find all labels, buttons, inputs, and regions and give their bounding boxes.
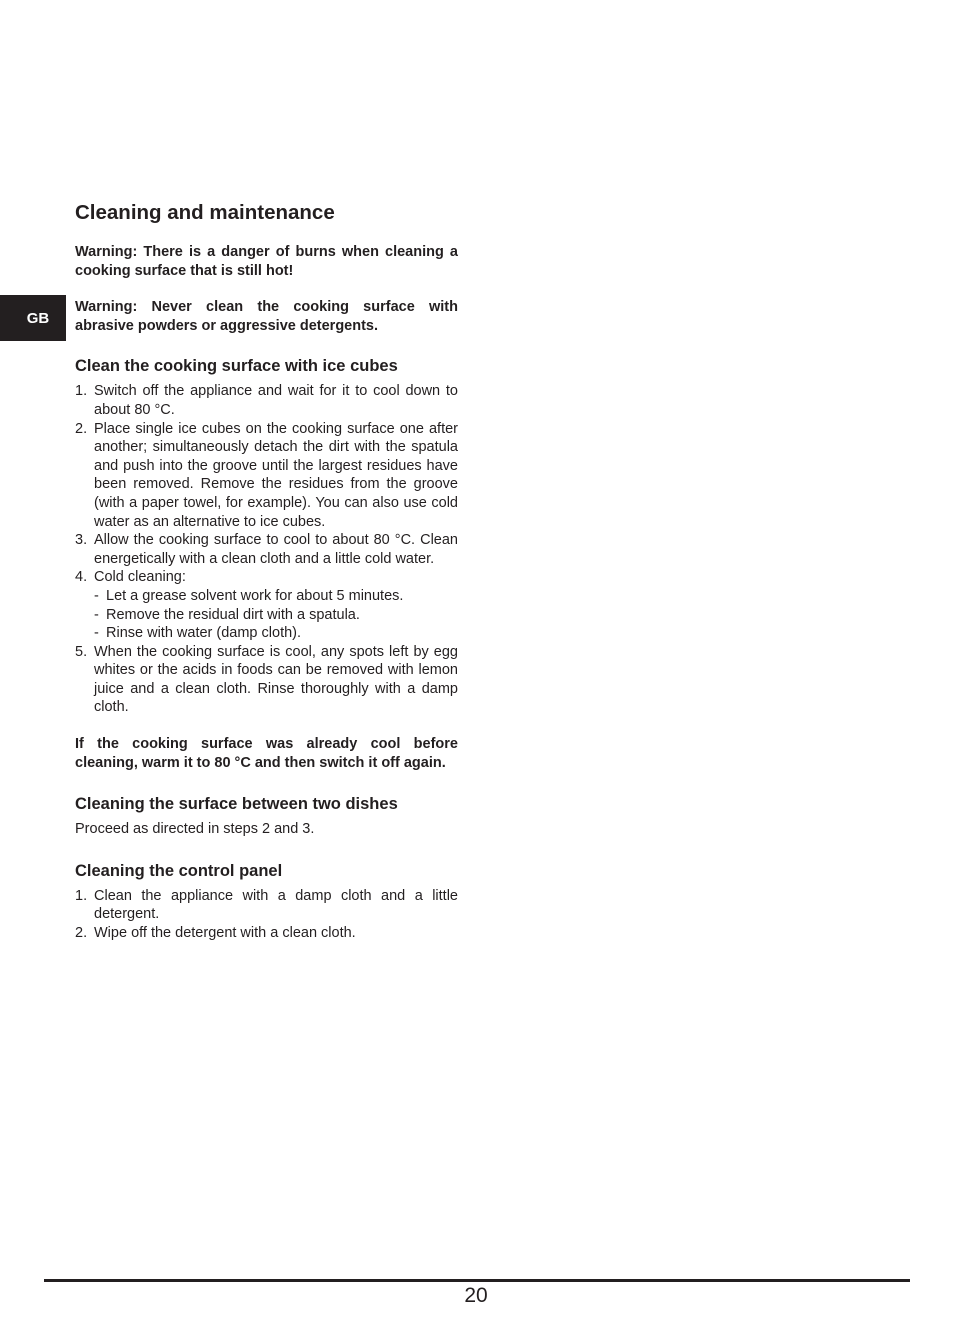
page-number: 20 <box>464 1284 488 1307</box>
step-number: 1. <box>75 887 88 904</box>
step-text: Allow the cooking surface to cool to about 80 °C. Clean energetically with a clean cloth and a little cold water. <box>94 532 458 567</box>
step-number: 4. <box>75 569 88 586</box>
between-dishes-text: Proceed as directed in steps 2 and 3. <box>75 821 315 838</box>
warning-burns: Warning: There is a danger of burns when cleaning a cooking surface that is still hot! <box>75 244 458 279</box>
list-item <box>75 887 458 924</box>
list-item <box>75 643 458 717</box>
step-number: 3. <box>75 532 88 549</box>
step-text: Wipe off the detergent with a clean cloth. <box>94 925 356 942</box>
step-text: Switch off the appliance and wait for it to cool down to about 80 °C. <box>94 383 458 418</box>
control-panel-steps <box>75 887 458 943</box>
section-heading-control-panel: Cleaning the control panel <box>75 861 283 880</box>
step-number: 2. <box>75 420 88 437</box>
list-item <box>75 568 458 642</box>
step-text: Cold cleaning: <box>94 569 186 586</box>
step-number: 2. <box>75 925 88 942</box>
step-number: 5. <box>75 643 88 660</box>
footer-rule <box>44 1279 910 1282</box>
section-heading-between-dishes: Cleaning the surface between two dishes <box>75 795 398 814</box>
step-number: 1. <box>75 383 88 400</box>
list-item <box>75 531 458 568</box>
list-item: - Remove the residual dirt with a spatula. <box>94 606 360 623</box>
substep-text: Let a grease solvent work for about 5 minutes. <box>106 587 404 604</box>
substep-text: Remove the residual dirt with a spatula. <box>106 606 360 623</box>
page-title: Cleaning and maintenance <box>75 201 335 224</box>
section-heading-ice-cubes: Clean the cooking surface with ice cubes <box>75 357 398 376</box>
substep-text: Rinse with water (damp cloth). <box>106 625 302 642</box>
step-text: Clean the appliance with a damp cloth and a little detergent. <box>94 887 458 923</box>
warning-abrasives: Warning: Never clean the cooking surface with abrasive powders or aggressive detergents. <box>75 299 458 334</box>
list-item <box>75 420 458 532</box>
list-item: - Let a grease solvent work for about 5 minutes. <box>94 587 404 604</box>
list-item <box>75 382 458 419</box>
cold-cleaning-substeps <box>94 587 458 643</box>
ice-cube-steps <box>75 382 458 717</box>
step-text: When the cooking surface is cool, any spots left by egg whites or the acids in foods can be removed with lemon juice and a clean cloth. Rinse thoroughly with a damp cloth. <box>94 643 458 716</box>
list-item: - Rinse with water (damp cloth). <box>94 625 302 642</box>
step-text: Place single ice cubes on the cooking surface one after another; simultaneously detach the dirt with the spatula and push into the groove until the largest residues have been removed. Remove the residues from the groove (with a paper towel, for example). You can also use cold water as an alternative to ice cubes. <box>94 420 458 530</box>
cool-surface-note: If the cooking surface was already cool before cleaning, warm it to 80 °C and then switch it off again. <box>75 736 458 771</box>
content-column <box>75 200 458 943</box>
language-tab: GB <box>0 295 66 341</box>
list-item <box>75 924 458 943</box>
